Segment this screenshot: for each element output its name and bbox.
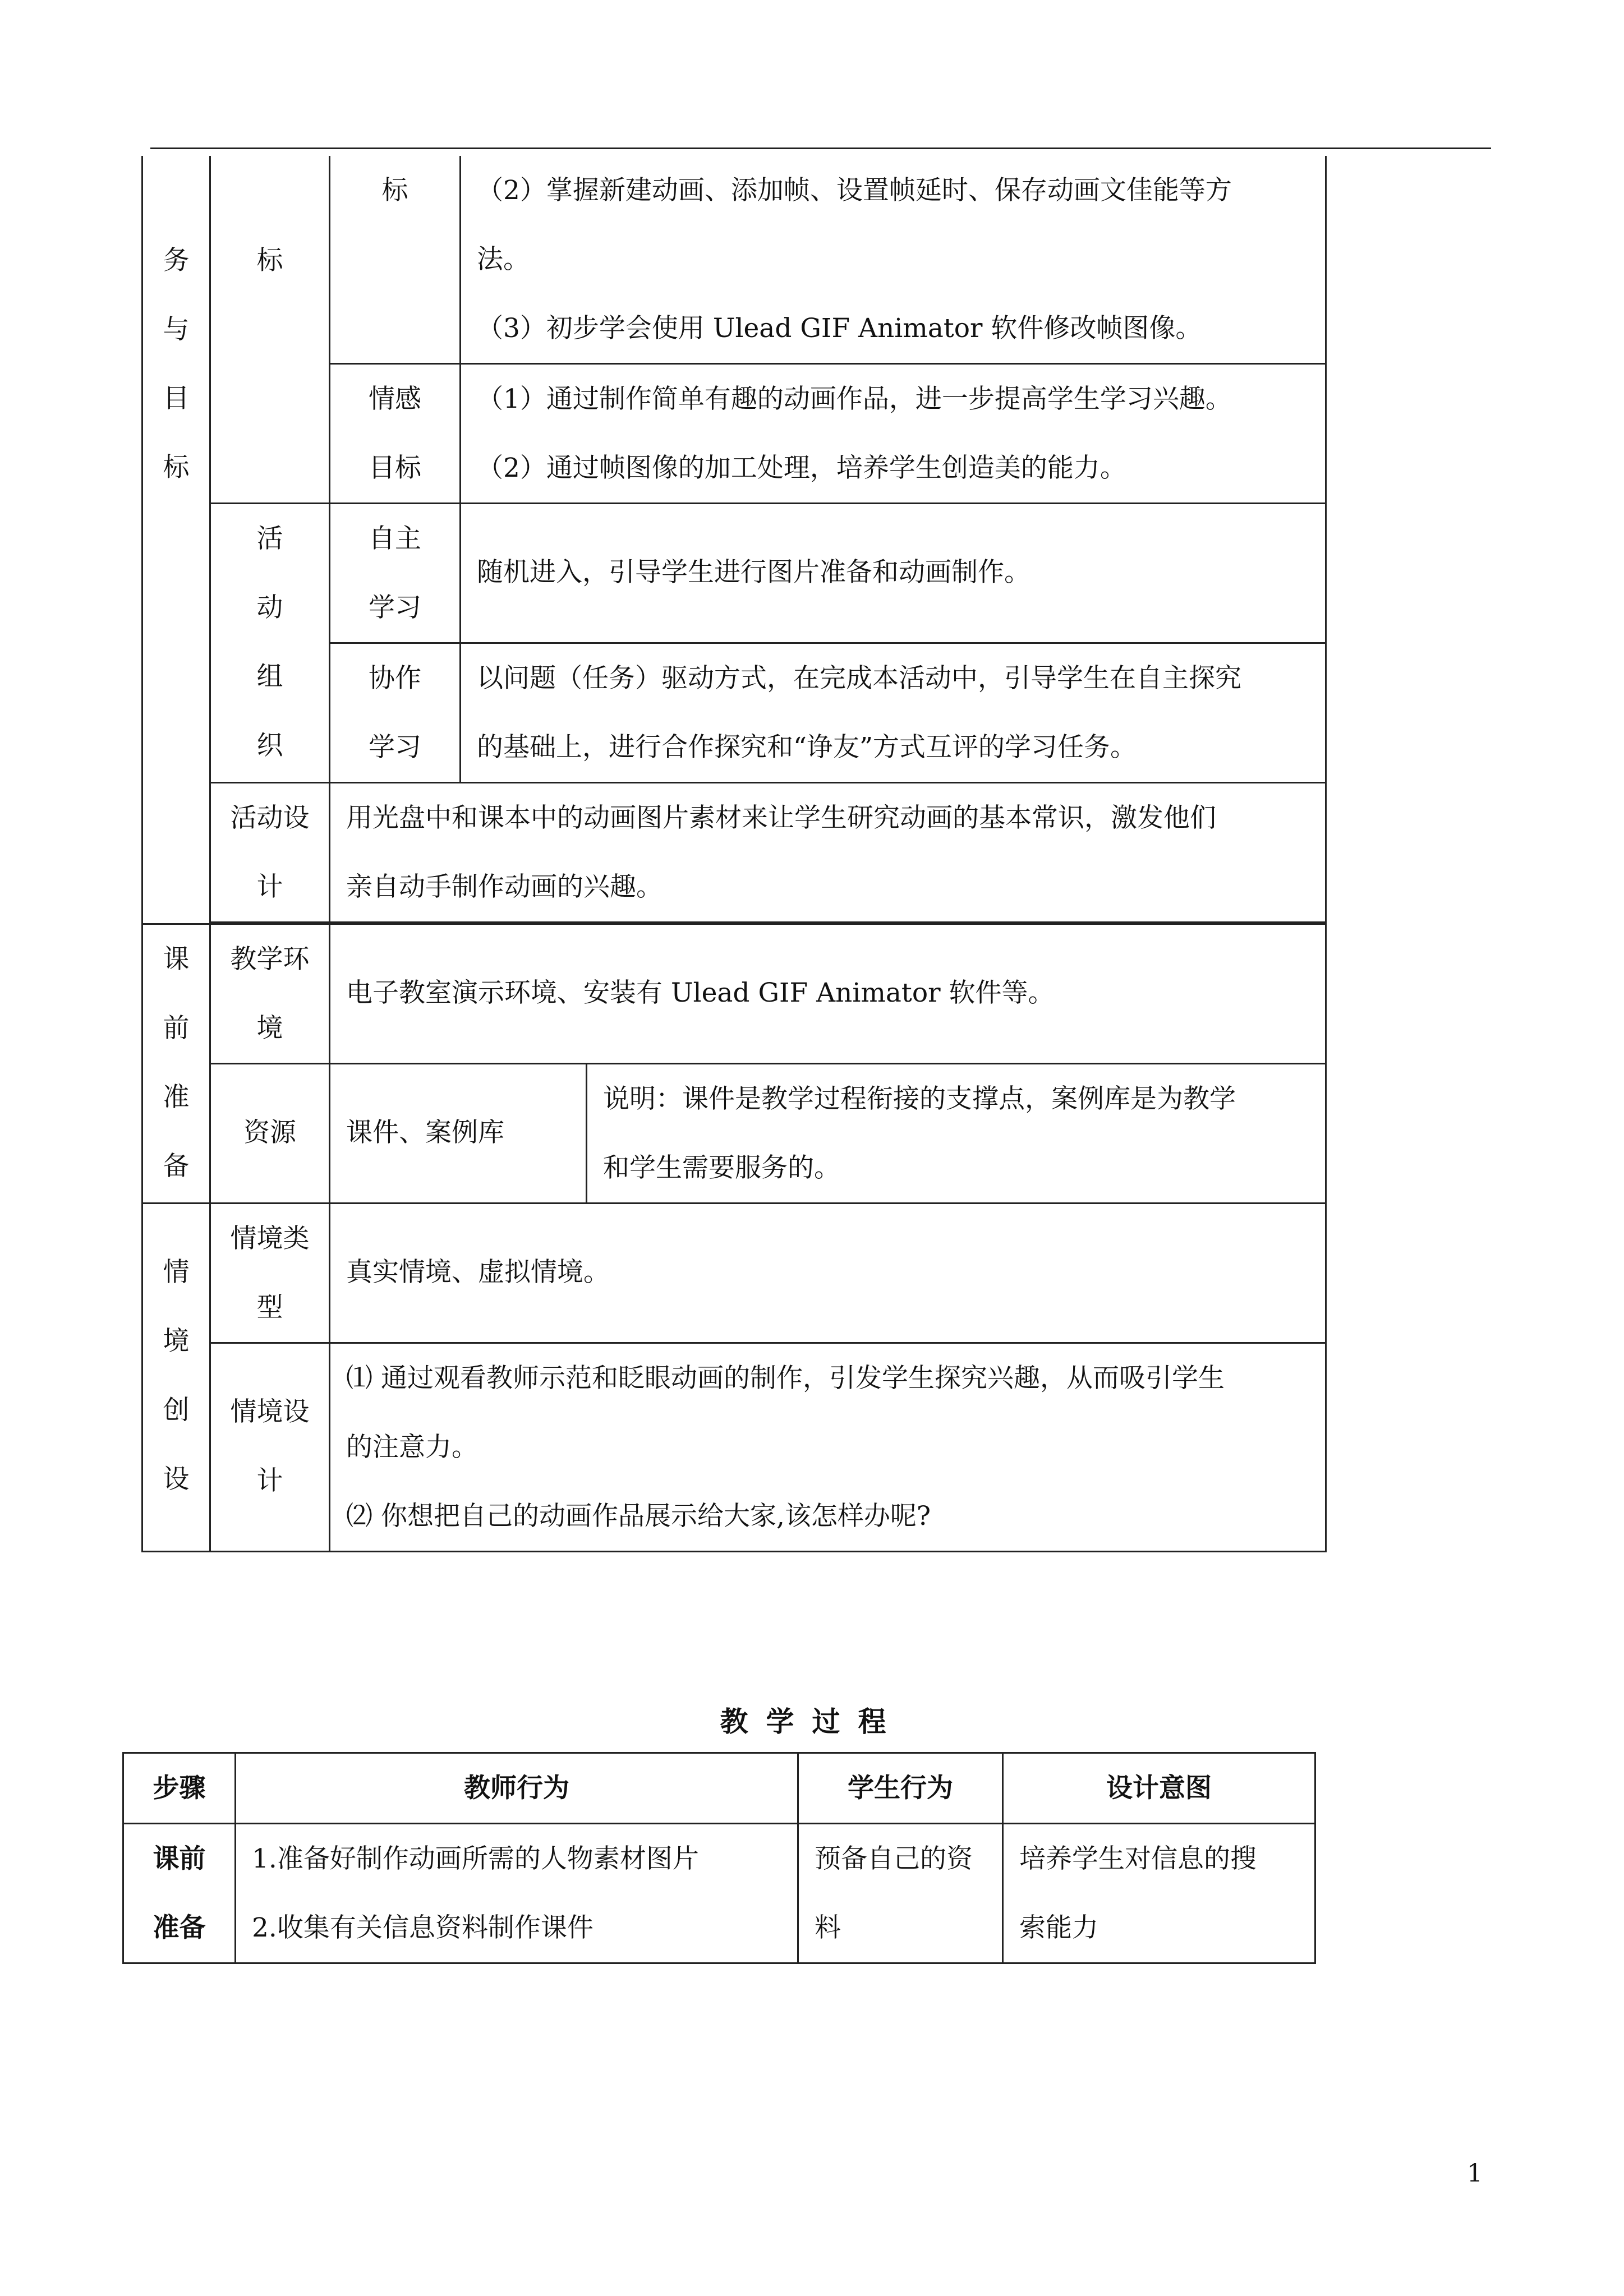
coop-content: 以问题（任务）驱动方式，在完成本活动中，引导学生在自主探究 的基础上，进行合作探究和“诤友”方式互评的学习任务。 <box>461 643 1326 783</box>
activity-design-label: 活动设 计 <box>210 783 330 923</box>
knowledge-label: 标 <box>330 156 461 364</box>
header-rule <box>150 147 1491 149</box>
table-row <box>123 1824 1315 1963</box>
header-student: 学生行为 <box>798 1753 1003 1824</box>
header-teacher: 教师行为 <box>236 1753 798 1824</box>
target-label: 标 <box>210 156 330 504</box>
sit-design-content: ⑴ 通过观看教师示范和眨眼动画的制作，引发学生探究兴趣，从而吸引学生 的注意力。 ⑵ 你想把自己的动画作品展示给大家,该怎样办呢? <box>330 1343 1326 1552</box>
activity-org-label: 活 动 组 织 <box>210 504 330 783</box>
res-content: 课件、案例库 <box>330 1064 587 1204</box>
sit-type-content: 真实情境、虚拟情境。 <box>330 1204 1326 1343</box>
res-label: 资源 <box>210 1064 330 1204</box>
header-step: 步骤 <box>123 1753 236 1824</box>
sit-type-label: 情境类 型 <box>210 1204 330 1343</box>
self-study-label: 自主 学习 <box>330 504 461 643</box>
situation-label: 情 境 创 设 <box>142 1204 210 1552</box>
header-intent: 设计意图 <box>1003 1753 1315 1824</box>
row-teacher: 1.准备好制作动画所需的人物素材图片 2.收集有关信息资料制作课件 <box>236 1824 798 1963</box>
activity-design-content: 用光盘中和课本中的动画图片素材来让学生研究动画的基本常识，激发他们 亲自动手制作动画的兴趣。 <box>330 783 1326 923</box>
row-step: 课前 准备 <box>123 1824 236 1963</box>
emotion-content: （1）通过制作简单有趣的动画作品，进一步提高学生学习兴趣。 （2）通过帧图像的加工处理，培养学生创造美的能力。 <box>461 364 1326 504</box>
page-number: 1 <box>1467 2159 1483 2188</box>
sit-design-label: 情境设 计 <box>210 1343 330 1552</box>
lesson-plan-table <box>141 156 1326 1552</box>
knowledge-content: （2）掌握新建动画、添加帧、设置帧延时、保存动画文佳能等方 法。 （3）初步学会使用 Ulead GIF Animator 软件修改帧图像。 <box>461 156 1326 364</box>
env-label: 教学环 境 <box>210 924 330 1064</box>
self-study-content: 随机进入，引导学生进行图片准备和动画制作。 <box>461 504 1326 643</box>
section-title: 教学过程 <box>720 1705 904 1738</box>
prep-label: 课 前 准 备 <box>142 924 210 1204</box>
tasks-goals-label: 务 与 目 标 <box>142 156 210 924</box>
emotion-label: 情感 目标 <box>330 364 461 504</box>
res-note: 说明：课件是教学过程衔接的支撑点，案例库是为教学 和学生需要服务的。 <box>587 1064 1326 1204</box>
env-content: 电子教室演示环境、安装有 Ulead GIF Animator 软件等。 <box>330 924 1326 1064</box>
teaching-process-table <box>122 1752 1316 1964</box>
row-intent: 培养学生对信息的搜 索能力 <box>1003 1824 1315 1963</box>
row-student: 预备自己的资 料 <box>798 1824 1003 1963</box>
coop-label: 协作 学习 <box>330 643 461 783</box>
